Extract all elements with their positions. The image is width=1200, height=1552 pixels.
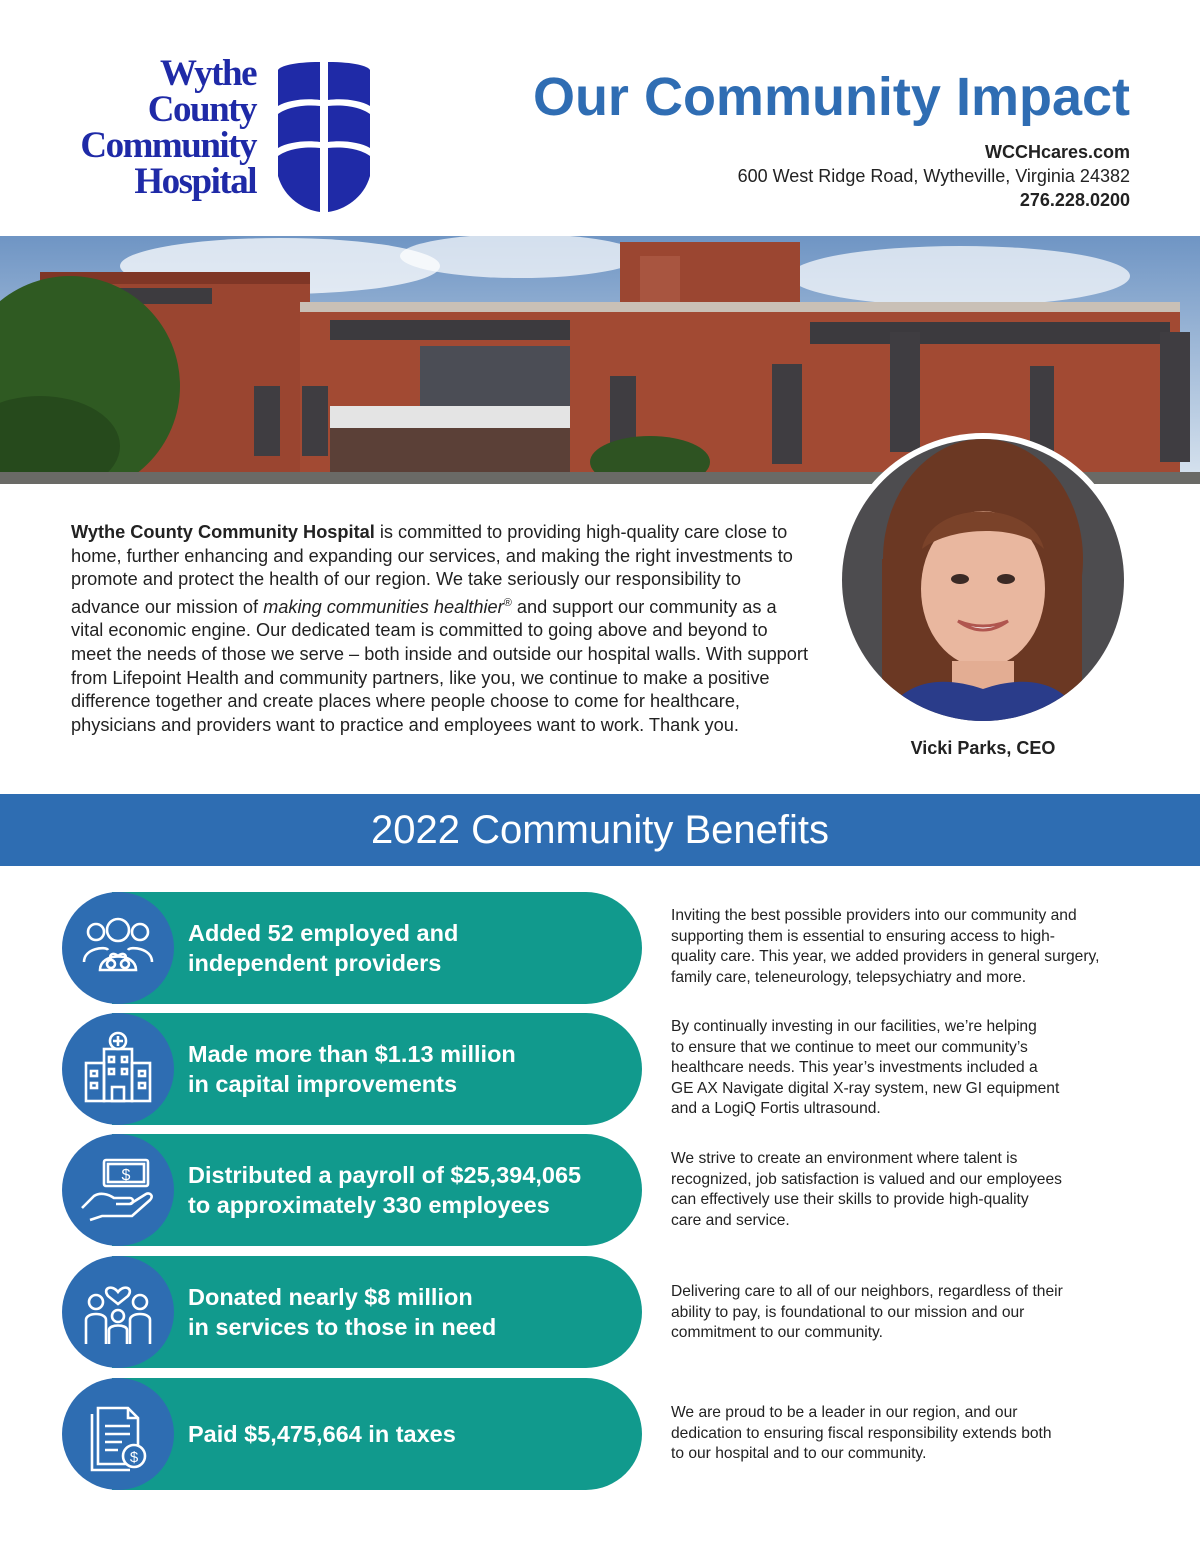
description-line: quality care. This year, we added providers in general surgery,	[671, 948, 1100, 965]
benefit-headline	[188, 892, 612, 1004]
description-line: to our hospital and to our community.	[671, 1445, 927, 1462]
description-line: commitment to our community.	[671, 1324, 884, 1341]
benefit-line: Paid $5,475,664 in taxes	[188, 1421, 456, 1447]
ceo-portrait	[836, 433, 1130, 727]
ceo-caption: Vicki Parks, CEO	[910, 738, 1056, 758]
benefit-line: independent providers	[188, 950, 442, 976]
description-line: and a LogiQ Fortis ultrasound.	[671, 1100, 881, 1117]
benefit-icon-circle	[62, 1256, 174, 1368]
benefit-description	[671, 1149, 1151, 1231]
benefit-headline	[188, 1013, 612, 1125]
description-line: recognized, job satisfaction is valued and our employees	[671, 1170, 1062, 1188]
benefit-description	[671, 1403, 1151, 1465]
benefit-card	[62, 1378, 642, 1490]
description-line: dedication to ensuring fiscal responsibility extends both	[671, 1424, 1052, 1442]
benefit-icon-circle	[62, 1013, 174, 1125]
description-line: Inviting the best possible providers into our community and	[671, 907, 1077, 924]
logo-wordmark	[66, 53, 256, 202]
logo-line: Community	[80, 125, 256, 166]
benefit-icon-circle	[62, 892, 174, 1004]
description-line: to ensure that we continue to meet our community’s	[671, 1038, 1028, 1056]
benefit-card	[62, 1013, 642, 1125]
description-line: By continually investing in our facilities, we’re helping	[671, 1018, 1037, 1035]
logo-line: Hospital	[134, 161, 256, 202]
benefit-icon-circle	[62, 1378, 174, 1490]
contact-block	[738, 140, 1130, 212]
description-line: family care, teleneurology, telepsychiatry and more.	[671, 968, 1027, 986]
benefit-description	[671, 1017, 1151, 1120]
benefits-banner: 2022 Community Benefits	[0, 794, 1200, 866]
benefit-line: Distributed a payroll of $25,394,065	[188, 1162, 582, 1188]
benefit-icon-circle	[62, 1134, 174, 1246]
benefit-headline	[188, 1378, 612, 1490]
benefit-line: in capital improvements	[188, 1071, 458, 1097]
hospital-building-icon	[78, 1029, 158, 1109]
description-line: supporting them is essential to ensuring access to high-	[671, 927, 1055, 945]
svg-text:$: $	[121, 1167, 131, 1184]
benefit-line: Donated nearly $8 million	[188, 1284, 473, 1310]
description-line: care and service.	[671, 1211, 790, 1229]
page-title: Our Community Impact	[532, 67, 1130, 127]
people-icon	[78, 908, 158, 988]
benefit-description	[671, 906, 1151, 988]
benefit-headline	[188, 1134, 612, 1246]
intro-text: is committed to providing high-quality care close to home, further enhancing and expanding our services, and making the right investments to promote and protect the health of our region. We take seriously our responsibility to advance our mission of	[71, 522, 793, 617]
intro-hospital-name: Wythe County Community Hospital	[71, 522, 375, 542]
phone-number: 276.228.0200	[1019, 190, 1130, 210]
description-line: Delivering care to all of our neighbors, regardless of their	[671, 1283, 1063, 1300]
hospital-logo	[66, 53, 386, 216]
benefit-line: to approximately 330 employees	[188, 1192, 550, 1218]
registered-mark: ®	[503, 596, 512, 609]
tax-document-icon	[78, 1394, 158, 1474]
description-line: healthcare needs. This year’s investments included a	[671, 1059, 1038, 1076]
benefit-card	[62, 892, 642, 1004]
description-line: GE AX Navigate digital X-ray system, new GI equipment	[671, 1079, 1060, 1097]
hand-money-icon	[78, 1150, 158, 1230]
logo-line: County	[147, 89, 256, 130]
address: 600 West Ridge Road, Wytheville, Virginia 24382	[737, 166, 1130, 186]
benefit-description	[671, 1282, 1151, 1344]
benefit-line: Added 52 employed and	[188, 920, 459, 946]
intro-text: and support our community as a vital economic engine. Our dedicated team is committed to going above and beyond to meet the needs of those we serve – both inside and outside our hospital walls. With support from Lifepoint Health and community partners, like you, we continue to make a positive difference together and create places where people choose to come for healthcare, physicians and providers want to practice and employees want to work. Thank you.	[71, 596, 809, 735]
logo-line: Wythe	[160, 53, 256, 94]
benefit-card	[62, 1256, 642, 1368]
benefit-line: in services to those in need	[188, 1314, 497, 1340]
benefit-card	[62, 1134, 642, 1246]
description-line: We strive to create an environment where talent is	[671, 1150, 1018, 1167]
description-line: ability to pay, is foundational to our mission and our	[671, 1303, 1025, 1321]
mission-phrase: making communities healthier	[263, 596, 504, 617]
svg-text:$: $	[129, 1449, 139, 1466]
description-line: We are proud to be a leader in our region, and our	[671, 1404, 1018, 1421]
description-line: can effectively use their skills to provide high-quality	[671, 1191, 1029, 1208]
family-heart-icon	[78, 1272, 158, 1352]
leaf-logo-icon	[274, 56, 374, 216]
website-link[interactable]: WCCHcares.com	[984, 142, 1130, 162]
intro-paragraph	[71, 521, 811, 737]
benefit-headline	[188, 1256, 612, 1368]
benefit-line: Made more than $1.13 million	[188, 1041, 516, 1067]
